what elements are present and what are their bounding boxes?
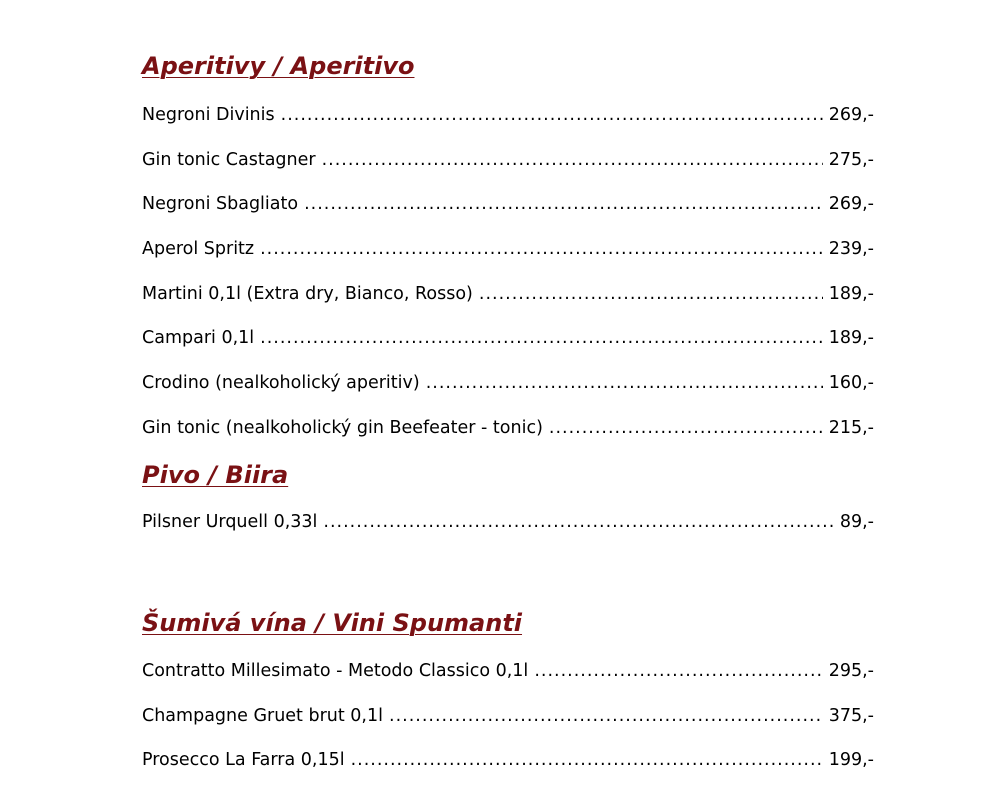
- item-price: 269,-: [828, 194, 874, 215]
- dot-leader: [281, 103, 823, 127]
- menu-item: [142, 659, 874, 683]
- item-name: Pilsner Urquell 0,33l: [142, 512, 318, 532]
- item-name: Prosecco La Farra 0,15l: [142, 750, 345, 770]
- dot-leader: [260, 237, 823, 261]
- menu-item: [142, 510, 874, 534]
- item-price: 295,-: [828, 661, 874, 681]
- menu-item: [142, 237, 874, 261]
- menu-item: [142, 148, 874, 172]
- dot-leader: [534, 659, 822, 683]
- menu-item: [142, 326, 874, 350]
- item-name: Gin tonic (nealkoholický gin Beefeater - tonic): [142, 417, 543, 438]
- dot-leader: [479, 282, 823, 306]
- item-name: Campari 0,1l: [142, 328, 255, 349]
- menu-item: [142, 371, 874, 395]
- menu-item: [142, 704, 874, 728]
- item-name: Martini 0,1l (Extra dry, Bianco, Rosso): [142, 283, 473, 304]
- item-price: 239,-: [828, 239, 874, 260]
- dot-leader: [389, 704, 823, 728]
- menu-item: [142, 416, 874, 440]
- item-price: 189,-: [828, 283, 874, 304]
- section-title: Pivo / Biira: [142, 461, 289, 489]
- item-name: Crodino (nealkoholický aperitiv): [142, 373, 420, 394]
- dot-leader: [549, 416, 823, 440]
- item-price: 160,-: [828, 373, 874, 394]
- dot-leader: [351, 748, 823, 772]
- menu-item: [142, 282, 874, 306]
- item-price: 275,-: [828, 149, 874, 170]
- item-name: Negroni Sbagliato: [142, 194, 299, 215]
- item-price: 199,-: [828, 750, 874, 770]
- section-title: Aperitivy / Aperitivo: [142, 52, 415, 80]
- item-price: 189,-: [828, 328, 874, 349]
- dot-leader: [426, 371, 823, 395]
- item-name: Negroni Divinis: [142, 105, 275, 125]
- menu-item: [142, 103, 874, 127]
- item-price: 375,-: [828, 705, 874, 726]
- item-name: Aperol Spritz: [142, 239, 255, 260]
- item-name: Contratto Millesimato - Metodo Classico 0,1l: [142, 661, 529, 681]
- menu-item: [142, 748, 874, 772]
- item-name: Champagne Gruet brut 0,1l: [142, 705, 383, 726]
- menu-item: [142, 192, 874, 216]
- dot-leader: [322, 148, 823, 172]
- item-price: 269,-: [828, 105, 874, 125]
- dot-leader: [260, 326, 823, 350]
- item-price: 215,-: [828, 417, 874, 438]
- item-price: 89,-: [839, 512, 874, 532]
- item-name: Gin tonic Castagner: [142, 149, 316, 170]
- dot-leader: [323, 510, 833, 534]
- section-title: Šumivá vína / Vini Spumanti: [142, 609, 523, 637]
- dot-leader: [304, 192, 823, 216]
